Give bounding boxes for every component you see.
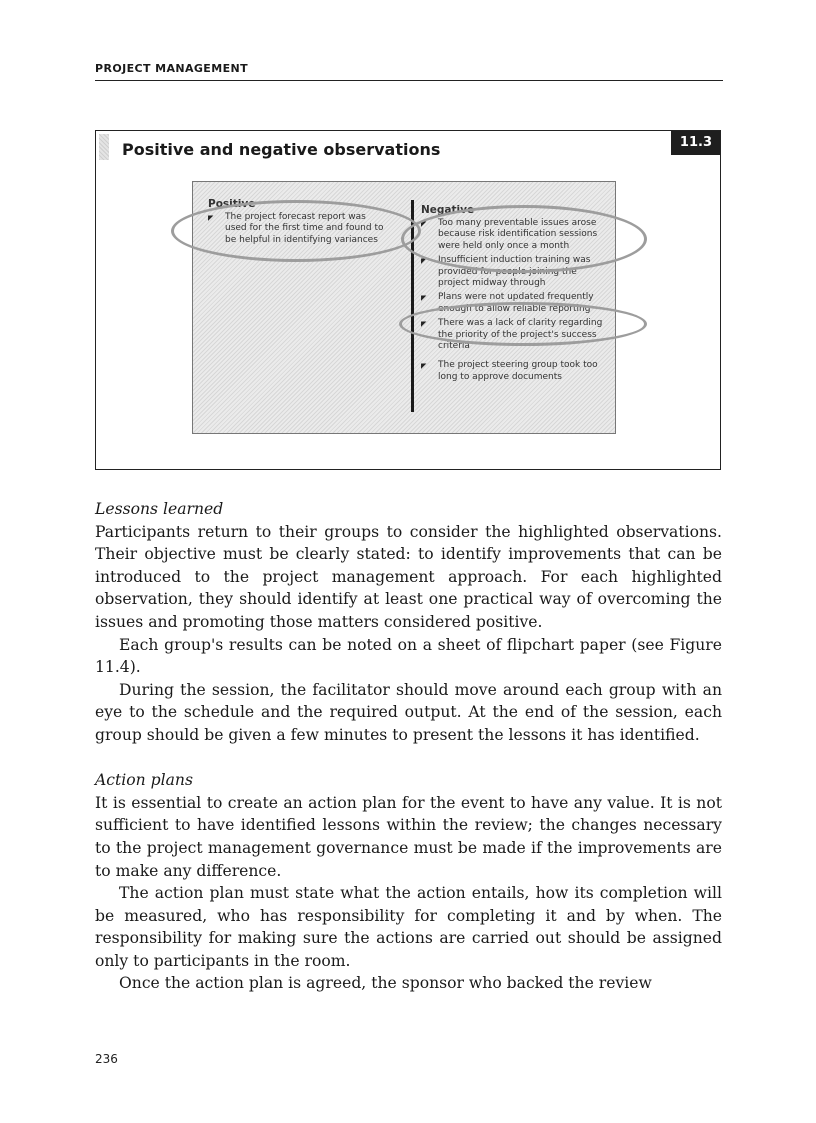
- bullet-icon: ◤: [421, 362, 427, 371]
- positive-item: [208, 212, 390, 246]
- bullet-icon: ◤: [421, 257, 427, 266]
- positive-list: [208, 212, 390, 246]
- negative-heading: Negative: [421, 204, 475, 216]
- bullet-icon: ◤: [208, 214, 214, 222]
- paragraph: The action plan must state what the action entails, how its completion will be measured, who has responsibility for completing it and by when. The responsibility for making sure the actions are carried out should be assigned only to participants in the room.: [95, 884, 722, 970]
- figure-title-accent: [99, 134, 109, 160]
- positive-heading: Positive: [208, 198, 256, 210]
- bullet-icon: ◤: [421, 220, 427, 228]
- figure-title: Positive and negative observations: [122, 140, 441, 159]
- paragraph: Participants return to their groups to consider the highlighted observations. Their objective must be clearly stated: to identify improvements that can be introduced to the project management approach. For each highlighted observation, they should identify at least one practical way of overcoming the issues and promoting those matters considered positive.: [95, 522, 722, 631]
- figure-number-badge: 11.3: [671, 131, 720, 155]
- section-heading-lessons: Lessons learned: [95, 500, 224, 518]
- bullet-icon: ◤: [421, 294, 427, 303]
- negative-item-text: There was a lack of clarity regarding the priority of the project's success criteria: [438, 318, 603, 352]
- negative-item-text: The project steering group took too long to approve documents: [438, 360, 598, 382]
- section-heading-action: Action plans: [95, 771, 193, 790]
- negative-list: [421, 218, 607, 383]
- negative-item: [421, 255, 607, 289]
- negative-item: [421, 360, 607, 383]
- negative-column: [421, 204, 607, 386]
- negative-item-text: Too many preventable issues arose because risk identification sessions were held only once a month: [438, 218, 598, 251]
- bullet-icon: ◤: [421, 320, 427, 329]
- negative-item-text: Insufficient induction training was provided for people joining the project midway through: [438, 255, 591, 289]
- figure-box: [95, 130, 721, 470]
- negative-item: [421, 218, 607, 252]
- column-divider: [411, 200, 414, 412]
- positive-item-text: The project forecast report was used for the first time and found to be helpful in identifying variances: [225, 212, 384, 245]
- paragraph: Each group's results can be noted on a sheet of flipchart paper (see Figure 11.4).: [95, 635, 722, 677]
- negative-item: [421, 318, 607, 352]
- observations-diagram: [192, 181, 616, 434]
- negative-item: [421, 292, 607, 315]
- running-header: PROJECT MANAGEMENT: [95, 62, 723, 81]
- paragraph-spacer: [95, 747, 722, 770]
- negative-item-text: Plans were not updated frequently enough to allow reliable reporting: [438, 292, 594, 314]
- page-number: 236: [95, 1052, 118, 1066]
- paragraph: It is essential to create an action plan for the event to have any value. It is not sufficient to have identified lessons within the review; the changes necessary to the project management governance must be made if the improvements are to make any difference.: [95, 793, 722, 880]
- body-text: [95, 498, 722, 995]
- paragraph: Once the action plan is agreed, the sponsor who backed the review: [119, 974, 652, 993]
- positive-column: [208, 198, 390, 249]
- paragraph: During the session, the facilitator should move around each group with an eye to the schedule and the required output. At the end of the session, each group should be given a few minutes to present the lessons it has identified.: [95, 680, 722, 744]
